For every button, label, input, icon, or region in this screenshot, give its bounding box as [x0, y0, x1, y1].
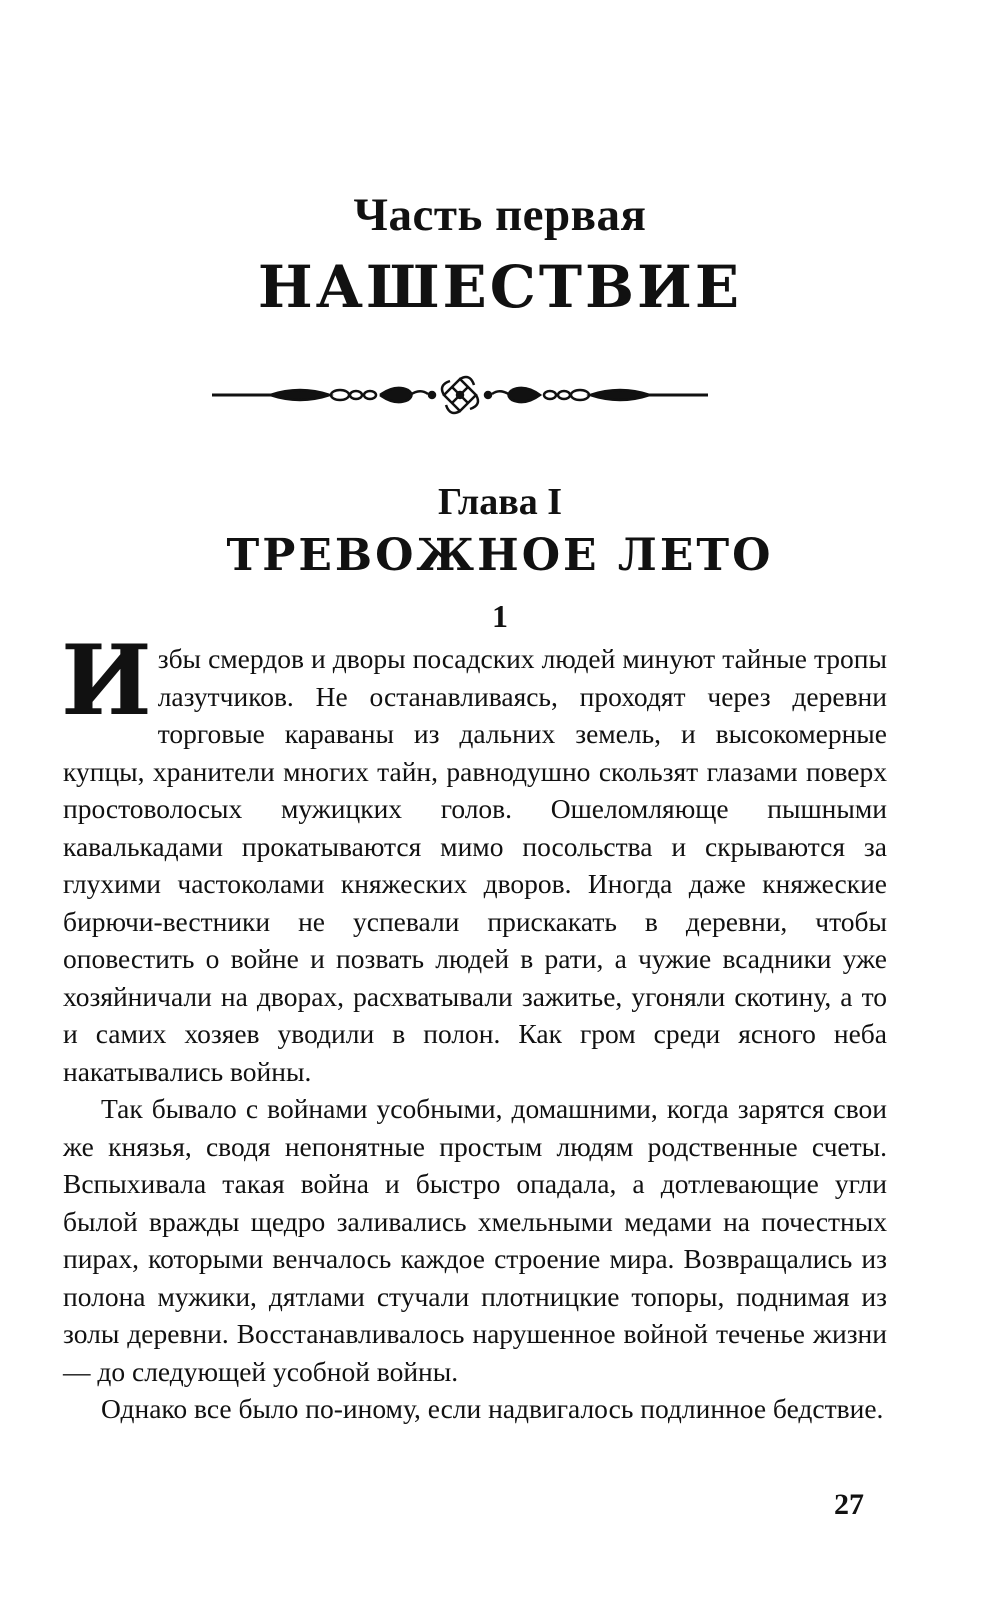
drop-cap: И — [61, 624, 152, 737]
part-subtitle: НАШЕСТВИЕ — [257, 253, 743, 321]
paragraph-3: Однако все было по-иному, если надвигалось подлинное бедствие. — [101, 1393, 884, 1424]
part-title: Часть первая — [353, 189, 647, 241]
page-number: 27 — [834, 1488, 864, 1521]
paragraph-1 — [61, 624, 887, 1090]
chapter-subtitle: ТРЕВОЖНОЕ ЛЕТО — [226, 530, 774, 581]
paragraph-1-text: збы смердов и дворы посадских людей минуют тайные тропы лазутчиков. Не останавливаясь, проходят через деревни торговые караваны из дальних земель, и высокомерные купцы, хранители многих тайн, равнодушно скользят глазами поверх простоволосых мужицких голов. Ошеломляюще пышными кавалькадами прокатываются мимо посольства и скрываются за глухими частоколами княжеских дворов. Иногда даже княжеские бирючи-вестники не успевали прискакать в деревни, чтобы оповестить о войне и позвать людей в рати, а чужие всадники уже хозяйничали на дворах, расхватывали зажитье, угоняли скотину, а то и самих хозяев уводили в полон. Как гром среди ясного неба накатывались войны. — [63, 643, 887, 1087]
body-text — [61, 624, 887, 1428]
decorative-divider-icon — [210, 370, 710, 420]
section-number: 1 — [492, 598, 508, 634]
paragraph-2: Так бывало с войнами усобными, домашними, когда зарятся свои же князья, сводя непонятные простым людям родственные счеты. Вспыхивала такая война и быстро опадала, а дотлевающие угли былой вражды щедро заливались хмельными медами на почестных пирах, которыми венчалось каждое строение мира. Возвращались из полона мужики, дятлами стучали плотницкие топоры, поднимая из золы деревни. Восстанавливалось нарушенное войной теченье жизни — до следующей усобной войны. — [63, 1093, 887, 1387]
chapter-title: Глава I — [437, 481, 563, 523]
